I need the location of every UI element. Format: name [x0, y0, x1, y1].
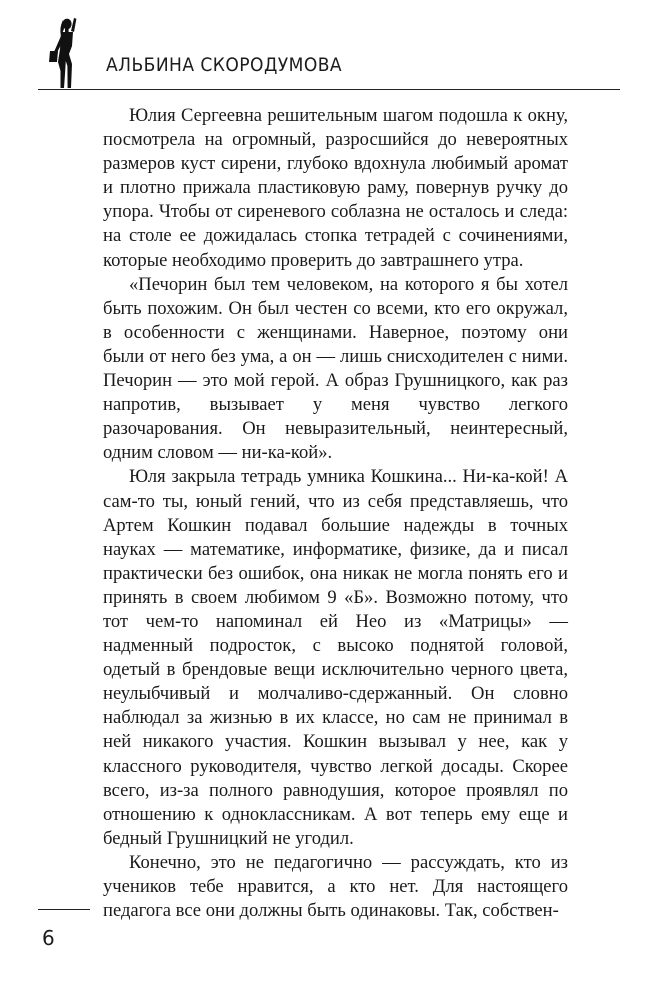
paragraph: Юлия Сергеевна решительным шагом подошла к окну, посмотрела на огромный, разросшийся до невероятных размеров куст сирени, глубоко вдохнула любимый аромат и плотно прижала пластиковую раму, повернув ручку до упора. Чтобы от сиреневого соблазна не осталось и следа: на столе ее дожидалась стопка тетрадей с сочинениями, которые необходимо проверить до завтрашнего утра. [103, 105, 568, 271]
page-number: 6 [42, 926, 55, 950]
paragraph: Конечно, это не педагогично — рассуждать, кто из учеников тебе нравится, а кто нет. Для настоящего педагога все они должны быть одинаковы. Так, собствен- [103, 851, 568, 922]
page-body [103, 104, 568, 923]
footer-divider [38, 909, 90, 910]
header-divider [38, 89, 620, 90]
woman-silhouette-icon [38, 16, 88, 90]
paragraph: «Печорин был тем человеком, на которого я бы хотел быть похожим. Он был честен со всеми, кто его окружал, в особенности с женщинами. Наверное, поэтому они были от него без ума, а он — лишь снисходителен с ними. Печорин — это мой герой. А образ Грушницкого, как раз напротив, вызывает у меня чувство легкого разочарования. Он невыразительный, неинтересный, одним словом — ни-ка-кой». [103, 273, 568, 464]
author-name: АЛЬБИНА СКОРОДУМОВА [106, 54, 343, 76]
paragraph: Юля закрыла тетрадь умника Кошкина... Ни-ка-кой! А сам-то ты, юный гений, что из себя представляешь, что Артем Кошкин подавал большие надежды в точных науках — математике, информатике, физике, да и писал практически без ошибок, она никак не могла понять его и принять в своем любимом 9 «Б». Возможно потому, что тот чем-то напоминал ей Нео из «Матрицы» — надменный подросток, с высоко поднятой головой, одетый в брендовые вещи исключительно черного цвета, неулыбчивый и молчаливо-сдержанный. Он словно наблюдал за жизнью в их классе, но сам не принимал в ней никакого участия. Кошкин вызывал у нее, как у классного руководителя, чувство легкой досады. Скорее всего, из-за полного равнодушия, которое проявлял по отношению к одноклассникам. А вот теперь ему еще и бедный Грушницкий не угодил. [103, 466, 568, 849]
